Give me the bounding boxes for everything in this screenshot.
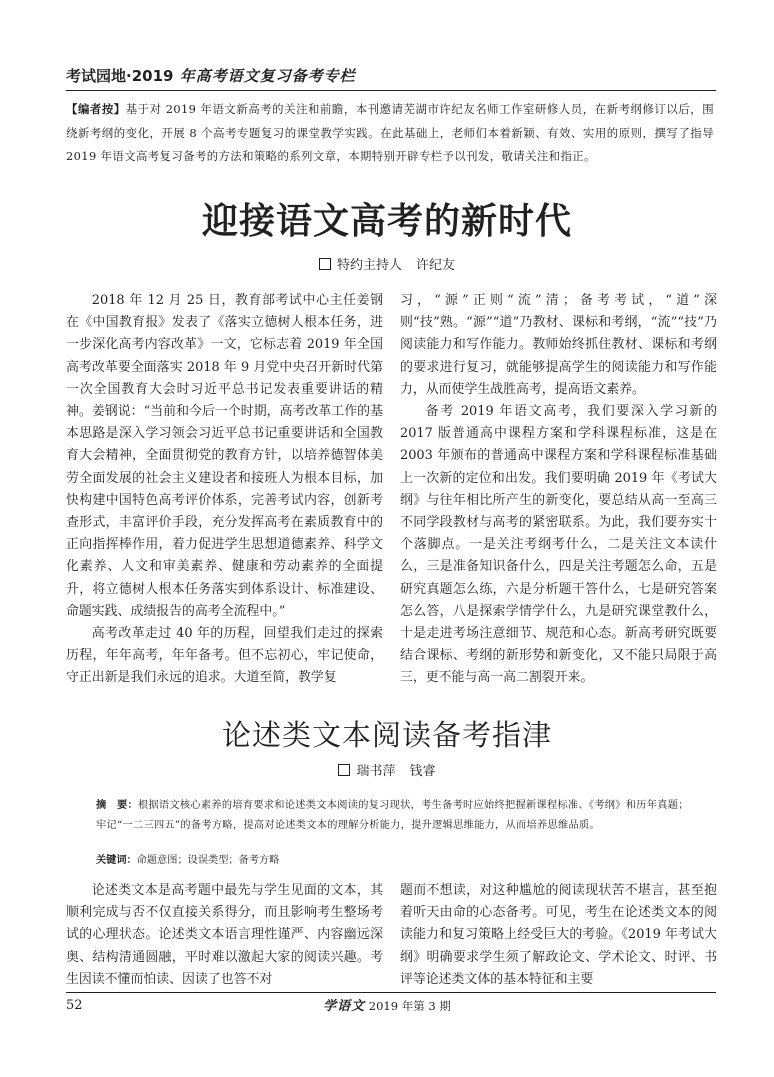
keywords-label: 关键词： <box>96 855 137 866</box>
article2-title: 论述类文本阅读备考指津 <box>221 718 552 752</box>
article1-paragraph: 高考改革走过 40 年的历程，回望我们走过的探索历程，年年高考，年年备考。但不忘初心，牢记使命，守正出新是我们永远的追求。大道至简，教学复 <box>66 626 383 686</box>
header-column-name: 年高考语文复习备考专栏 <box>173 67 356 85</box>
article2-paragraph: 题而不想读，对这种尴尬的阅读现状苦不堪言，甚至抱着听天由命的心态备考。可见，考生在论述类文本的阅读能力和复习策略上经受巨大的考验。《2019 年考试大纲》明确要求学生须了解政论文、学术论文、时评、书评等论述类文体的基本特征和主要 <box>400 883 717 987</box>
article1-title: 迎接语文高考的新时代 <box>201 201 572 242</box>
journal-name: 学语文 <box>323 999 366 1014</box>
article2-column-left <box>66 880 383 991</box>
page-number: 52 <box>66 998 83 1013</box>
keywords-text: 命题意图；设误类型；备考方略 <box>136 855 280 866</box>
editor-note-text: 基于对 2019 年语文新高考的关注和前瞻，本刊邀请芜湖市许纪友名师工作室研修人员，在新考纲修订以后，围绕新考纲的变化，开展 8 个高考专题复习的课堂教学实践。在此基础上，老师们本着新颖、有效、实用的原则，撰写了指导 2019 年语文高考复习备考的方法和策略的系列文章，本期特别开辟专栏予以刊发，敬请关注和指正。 <box>66 102 714 163</box>
article1-byline <box>0 257 774 275</box>
article2-paragraph: 论述类文本是高考题中最先与学生见面的文本，其顺利完成与否不仅直接关系得分，而且影响考生整场考试的心理状态。论述类文本语言理性谨严、内容幽远深奥、结构清通圆融，平时难以激起大家的阅读兴趣。考生因读不懂而怕读、因读了也答不对 <box>66 883 383 987</box>
article2-byline <box>0 763 774 781</box>
abstract-text: 根据语文核心素养的培育要求和论述类文本阅读的复习现状，考生备考时应始终把握新课程标准、《考纲》和历年真题；牢记“一二三四五”的备考方略，提高对论述类文本的理解分析能力，提升逻辑思维能力，从而培养思维品质。 <box>96 800 689 831</box>
header-section-name: 考试园地·2019 <box>66 67 174 85</box>
article1-host-role: 特约主持人 <box>336 258 402 273</box>
article2-abstract <box>96 796 696 835</box>
abstract-label: 摘 要： <box>96 800 138 811</box>
article1-paragraph: 2018 年 12 月 25 日，教育部考试中心主任姜钢在《中国教育报》发表了《落实立德树人根本任务，进一步深化高考内容改革》一文，它标志着 2019 年全国高考改革要全面落实 2018 年 9 月党中央召开新时代第一次全国教育大会时习近平总书记发表重要讲话的精神。姜钢说：“当前和今后一个时期，高考改革工作的基本思路是深入学习领会习近平总书记重要讲话和全国教育大会精神，全面贯彻党的教育方针，以培养德智体美劳全面发展的社会主义建设者和接班人为根本目标，加快构建中国特色高考评价体系，完善考试内容，创新考查形式，丰富评价手段，充分发挥高考在素质教育中的正向指挥棒作用，着力促进学生思想道德素养、科学文化素养、人文和审美素养、健康和劳动素养的全面提升，将立德树人根本任务落实到体系设计、标准建设、命题实践、成绩报告的高考全流程中。” <box>66 293 383 619</box>
article1-column-left <box>66 290 383 690</box>
article2-author-2: 钱睿 <box>409 764 436 779</box>
article2-column-right <box>400 880 717 991</box>
editor-note <box>66 98 714 169</box>
article1-column-right <box>400 290 717 690</box>
square-icon <box>319 258 331 270</box>
footer-divider <box>66 992 716 993</box>
article1-paragraph: 习，“源”正则“流”清；备考考试，“道”深则“技”熟。“源”“道”乃教材、课标和考纲，“流”“技”乃阅读能力和写作能力。教师始终抓住教材、课标和考纲的要求进行复习，就能够提高学生的阅读能力和写作能力，从而使学生战胜高考，提高语文素养。 <box>400 293 717 397</box>
journal-issue: 2019 年第 3 期 <box>368 999 451 1013</box>
article1-paragraph: 备考 2019 年语文高考，我们要深入学习新的 2017 版普通高中课程方案和学科课程标准，这是在 2003 年颁布的普通高中课程方案和学科课程标准基础上一次新的定位和出发。我们要明确 2019 年《考试大纲》与往年相比所产生的新变化，要总结从高一至高三不同学段教材与高考的紧密联系。为此，我们要夯实十个落脚点。一是关注考纲考什么，二是关注文本读什么，三是准备知识备什么，四是关注考题怎么命，五是研究真题怎么练，六是分析题干答什么，七是研究答案怎么答，八是探索学情学什么，九是研究课堂教什么，十是走进考场注意细节、规范和心态。新高考研究既要结合课标、考纲的新形势和新变化，又不能只局限于高三，更不能与高一高二割裂开来。 <box>400 404 717 686</box>
editor-note-label: 【编者按】 <box>66 102 126 116</box>
article2-keywords <box>96 852 696 870</box>
square-icon <box>338 764 350 776</box>
article2-author-1: 瑞书萍 <box>356 764 396 779</box>
journal-footer <box>0 996 774 1017</box>
page-header <box>66 64 716 91</box>
article1-host-name: 许纪友 <box>416 258 456 273</box>
